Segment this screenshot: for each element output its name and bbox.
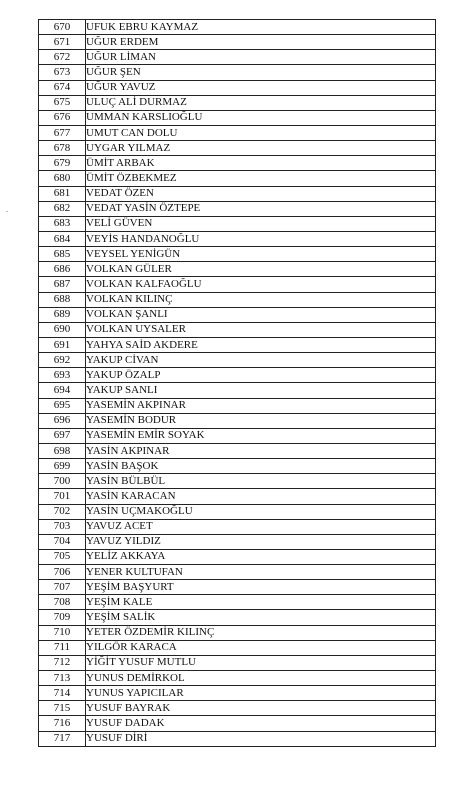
table-row xyxy=(39,201,436,216)
row-number: 689 xyxy=(39,307,86,322)
row-number: 711 xyxy=(39,640,86,655)
table-row xyxy=(39,428,436,443)
person-name: VEYSEL YENİGÜN xyxy=(86,247,436,262)
person-name: YAVUZ ACET xyxy=(86,519,436,534)
person-name: ÜMİT ARBAK xyxy=(86,156,436,171)
person-name: VEDAT YASİN ÖZTEPE xyxy=(86,201,436,216)
person-name: YASEMİN AKPINAR xyxy=(86,398,436,413)
row-number: 686 xyxy=(39,262,86,277)
table-row xyxy=(39,716,436,731)
table-row xyxy=(39,110,436,125)
person-name: ÜMİT ÖZBEKMEZ xyxy=(86,171,436,186)
row-number: 685 xyxy=(39,247,86,262)
table-row xyxy=(39,504,436,519)
name-list-body xyxy=(39,20,436,747)
row-number: 712 xyxy=(39,655,86,670)
person-name: UĞUR ERDEM xyxy=(86,35,436,50)
row-number: 692 xyxy=(39,353,86,368)
person-name: YENER KULTUFAN xyxy=(86,565,436,580)
person-name: ULUÇ ALİ DURMAZ xyxy=(86,95,436,110)
person-name: YUSUF BAYRAK xyxy=(86,701,436,716)
row-number: 674 xyxy=(39,80,86,95)
row-number: 698 xyxy=(39,443,86,458)
table-row xyxy=(39,247,436,262)
table-row xyxy=(39,413,436,428)
table-row xyxy=(39,65,436,80)
row-number: 703 xyxy=(39,519,86,534)
table-row xyxy=(39,489,436,504)
row-number: 673 xyxy=(39,65,86,80)
person-name: UFUK EBRU KAYMAZ xyxy=(86,20,436,35)
person-name: VOLKAN KALFAOĞLU xyxy=(86,277,436,292)
person-name: UYGAR YILMAZ xyxy=(86,141,436,156)
table-row xyxy=(39,292,436,307)
row-number: 696 xyxy=(39,413,86,428)
person-name: VEDAT ÖZEN xyxy=(86,186,436,201)
person-name: YUNUS YAPICILAR xyxy=(86,686,436,701)
person-name: YASEMİN BODUR xyxy=(86,413,436,428)
person-name: VOLKAN GÜLER xyxy=(86,262,436,277)
table-row xyxy=(39,277,436,292)
table-row xyxy=(39,640,436,655)
person-name: VOLKAN KILINÇ xyxy=(86,292,436,307)
person-name: YİĞİT YUSUF MUTLU xyxy=(86,655,436,670)
row-number: 716 xyxy=(39,716,86,731)
table-row xyxy=(39,80,436,95)
table-row xyxy=(39,353,436,368)
table-row xyxy=(39,519,436,534)
row-number: 705 xyxy=(39,549,86,564)
row-number: 700 xyxy=(39,474,86,489)
row-number: 675 xyxy=(39,95,86,110)
row-number: 684 xyxy=(39,231,86,246)
person-name: UMMAN KARSLIOĞLU xyxy=(86,110,436,125)
row-number: 714 xyxy=(39,686,86,701)
person-name: YASİN UÇMAKOĞLU xyxy=(86,504,436,519)
table-row xyxy=(39,231,436,246)
row-number: 679 xyxy=(39,156,86,171)
table-row xyxy=(39,580,436,595)
table-row xyxy=(39,655,436,670)
person-name: YILGÖR KARACA xyxy=(86,640,436,655)
person-name: YAHYA SAİD AKDERE xyxy=(86,337,436,352)
table-row xyxy=(39,398,436,413)
row-number: 671 xyxy=(39,35,86,50)
row-number: 682 xyxy=(39,201,86,216)
person-name: YUNUS DEMİRKOL xyxy=(86,671,436,686)
person-name: YASİN BÜLBÜL xyxy=(86,474,436,489)
person-name: YUSUF DİRİ xyxy=(86,731,436,746)
table-row xyxy=(39,625,436,640)
row-number: 701 xyxy=(39,489,86,504)
person-name: YETER ÖZDEMİR KILINÇ xyxy=(86,625,436,640)
row-number: 681 xyxy=(39,186,86,201)
person-name: YASİN KARACAN xyxy=(86,489,436,504)
table-row xyxy=(39,549,436,564)
table-row xyxy=(39,701,436,716)
row-number: 690 xyxy=(39,322,86,337)
row-number: 709 xyxy=(39,610,86,625)
name-list-table xyxy=(38,19,436,747)
person-name: YEŞİM BAŞYURT xyxy=(86,580,436,595)
row-number: 702 xyxy=(39,504,86,519)
table-row xyxy=(39,671,436,686)
person-name: YELİZ AKKAYA xyxy=(86,549,436,564)
row-number: 710 xyxy=(39,625,86,640)
row-number: 672 xyxy=(39,50,86,65)
row-number: 678 xyxy=(39,141,86,156)
row-number: 683 xyxy=(39,216,86,231)
row-number: 697 xyxy=(39,428,86,443)
table-row xyxy=(39,368,436,383)
person-name: YEŞİM SALİK xyxy=(86,610,436,625)
row-number: 670 xyxy=(39,20,86,35)
table-row xyxy=(39,534,436,549)
row-number: 706 xyxy=(39,565,86,580)
table-row xyxy=(39,20,436,35)
person-name: UĞUR YAVUZ xyxy=(86,80,436,95)
table-row xyxy=(39,443,436,458)
row-number: 717 xyxy=(39,731,86,746)
person-name: YASİN BAŞOK xyxy=(86,459,436,474)
person-name: VOLKAN UYSALER xyxy=(86,322,436,337)
person-name: YEŞİM KALE xyxy=(86,595,436,610)
table-row xyxy=(39,50,436,65)
row-number: 707 xyxy=(39,580,86,595)
row-number: 693 xyxy=(39,368,86,383)
person-name: UMUT CAN DOLU xyxy=(86,125,436,140)
row-number: 680 xyxy=(39,171,86,186)
row-number: 694 xyxy=(39,383,86,398)
table-row xyxy=(39,141,436,156)
table-row xyxy=(39,731,436,746)
person-name: VELİ GÜVEN xyxy=(86,216,436,231)
table-row xyxy=(39,686,436,701)
table-row xyxy=(39,216,436,231)
person-name: YASEMİN EMİR SOYAK xyxy=(86,428,436,443)
row-number: 688 xyxy=(39,292,86,307)
person-name: YASİN AKPINAR xyxy=(86,443,436,458)
person-name: VOLKAN ŞANLI xyxy=(86,307,436,322)
person-name: YUSUF DADAK xyxy=(86,716,436,731)
row-number: 715 xyxy=(39,701,86,716)
table-row xyxy=(39,595,436,610)
table-row xyxy=(39,262,436,277)
person-name: VEYİS HANDANOĞLU xyxy=(86,231,436,246)
table-row xyxy=(39,383,436,398)
table-row xyxy=(39,125,436,140)
person-name: YAKUP SANLI xyxy=(86,383,436,398)
row-number: 699 xyxy=(39,459,86,474)
table-row xyxy=(39,322,436,337)
row-number: 708 xyxy=(39,595,86,610)
person-name: UĞUR ŞEN xyxy=(86,65,436,80)
table-row xyxy=(39,171,436,186)
row-number: 695 xyxy=(39,398,86,413)
row-number: 704 xyxy=(39,534,86,549)
row-number: 677 xyxy=(39,125,86,140)
row-number: 691 xyxy=(39,337,86,352)
table-row xyxy=(39,95,436,110)
row-number: 676 xyxy=(39,110,86,125)
person-name: YAKUP CİVAN xyxy=(86,353,436,368)
table-row xyxy=(39,474,436,489)
person-name: YAKUP ÖZALP xyxy=(86,368,436,383)
table-row xyxy=(39,610,436,625)
person-name: YAVUZ YILDIZ xyxy=(86,534,436,549)
table-row xyxy=(39,565,436,580)
scan-speck xyxy=(6,211,8,212)
row-number: 687 xyxy=(39,277,86,292)
row-number: 713 xyxy=(39,671,86,686)
table-row xyxy=(39,307,436,322)
person-name: UĞUR LİMAN xyxy=(86,50,436,65)
table-row xyxy=(39,459,436,474)
table-row xyxy=(39,186,436,201)
table-row xyxy=(39,337,436,352)
table-row xyxy=(39,35,436,50)
table-row xyxy=(39,156,436,171)
